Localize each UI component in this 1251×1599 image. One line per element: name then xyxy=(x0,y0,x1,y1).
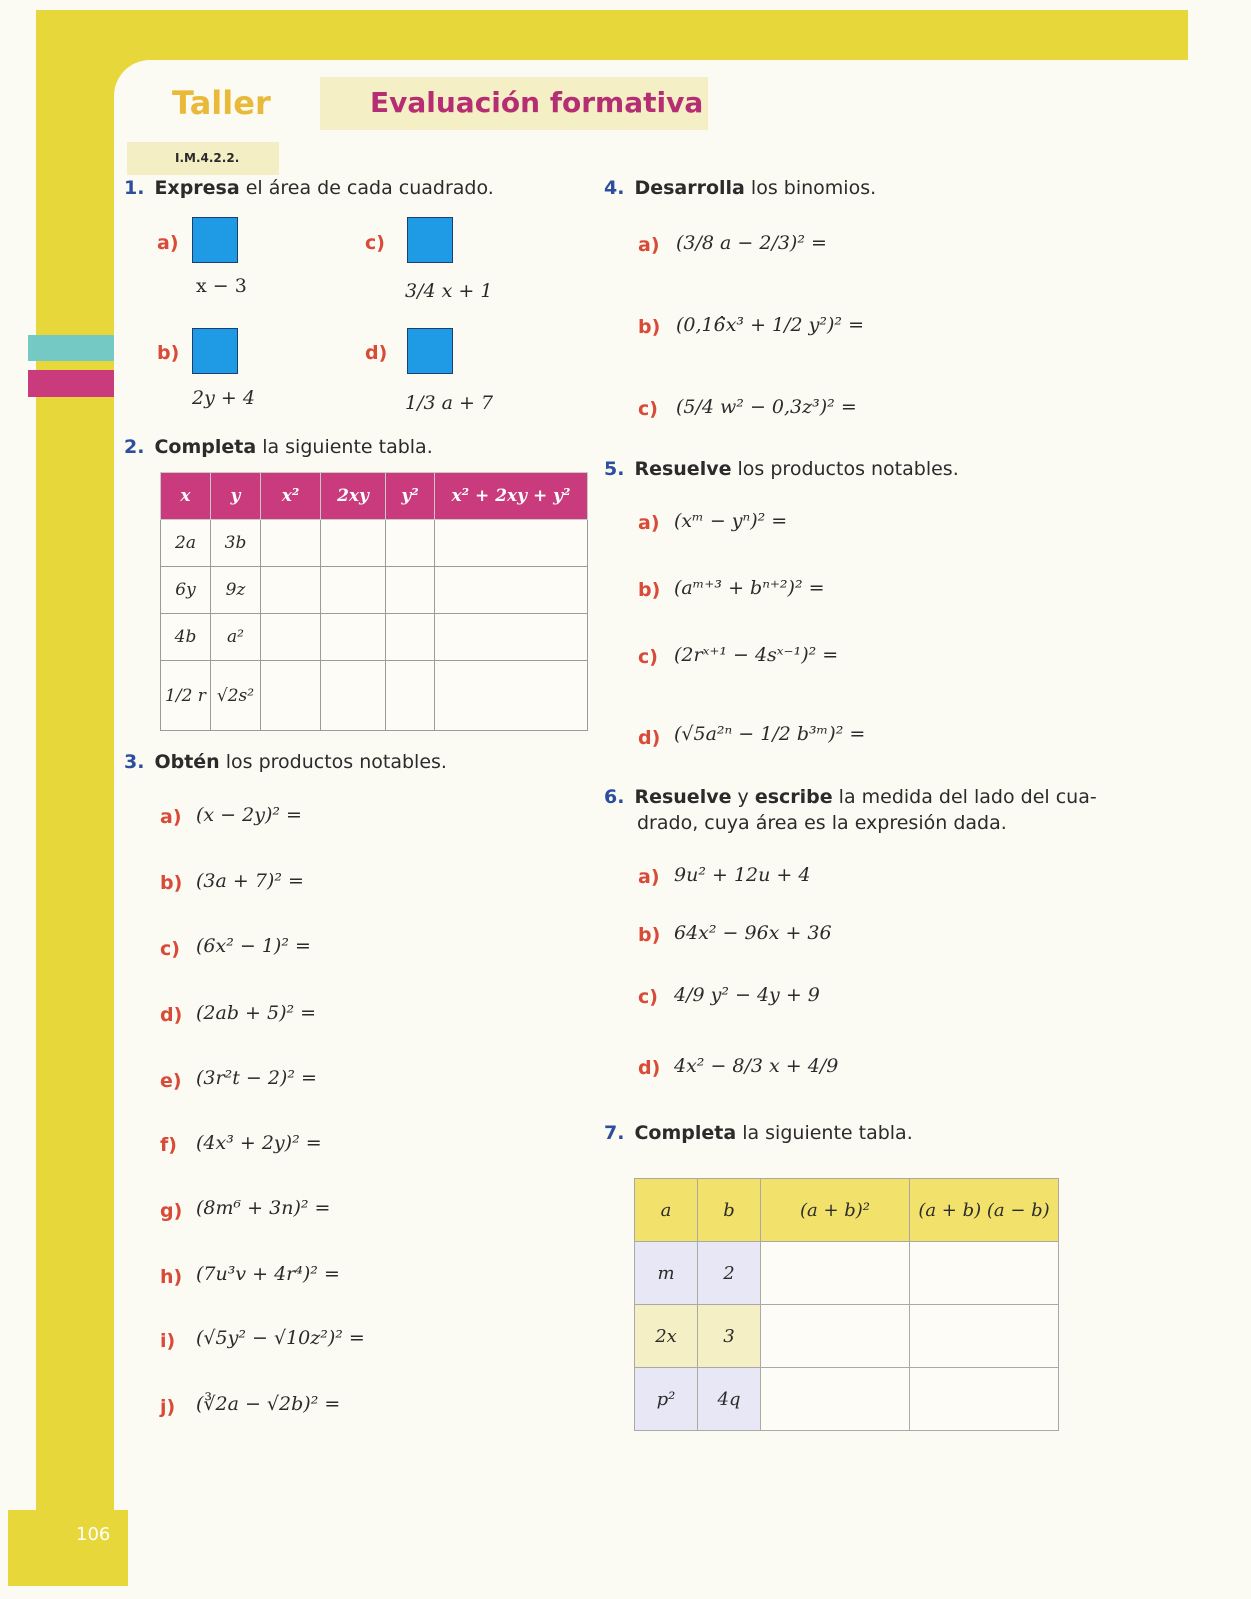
answer-cell[interactable] xyxy=(761,1305,910,1368)
square-side: 3/4 x + 1 xyxy=(405,280,493,302)
math-expression: (xᵐ − yⁿ)² = xyxy=(674,510,788,532)
table-row xyxy=(161,567,588,614)
math-expression: (√5a²ⁿ − 1/2 b³ᵐ)² = xyxy=(674,723,866,745)
answer-cell[interactable] xyxy=(261,614,321,661)
answer-cell[interactable] xyxy=(386,614,435,661)
item-label: c) xyxy=(638,646,658,668)
math-expression: (3a + 7)² = xyxy=(196,870,304,892)
question-number: 1. xyxy=(124,177,145,199)
table-cell: 6y xyxy=(161,567,211,614)
item-label: a) xyxy=(638,866,660,888)
question-verb: Completa xyxy=(634,1122,737,1144)
question-verb-2: escribe xyxy=(754,786,833,808)
table-cell: 3 xyxy=(698,1305,761,1368)
answer-cell[interactable] xyxy=(261,567,321,614)
question-number: 6. xyxy=(604,786,625,808)
table-header: b xyxy=(698,1179,761,1242)
table-header: a xyxy=(635,1179,698,1242)
item-label: c) xyxy=(365,232,385,254)
table-q7 xyxy=(634,1178,1059,1431)
answer-cell[interactable] xyxy=(321,520,386,567)
item-label: a) xyxy=(638,234,660,256)
item-label: b) xyxy=(160,872,183,894)
answer-cell[interactable] xyxy=(435,520,588,567)
item-label: a) xyxy=(157,232,179,254)
math-expression: (6x² − 1)² = xyxy=(196,935,311,957)
table-cell: 2x xyxy=(635,1305,698,1368)
question-3 xyxy=(124,751,447,773)
question-verb: Obtén xyxy=(154,751,220,773)
item-label: b) xyxy=(638,924,661,946)
answer-cell[interactable] xyxy=(910,1368,1059,1431)
answer-cell[interactable] xyxy=(321,661,386,731)
item-label: a) xyxy=(638,512,660,534)
table-row xyxy=(161,661,588,731)
question-2 xyxy=(124,436,433,458)
table-cell: m xyxy=(635,1242,698,1305)
item-label: b) xyxy=(157,342,180,364)
item-label: b) xyxy=(638,579,661,601)
table-cell: a² xyxy=(211,614,261,661)
item-label: c) xyxy=(638,986,658,1008)
table-cell: 1/2 r xyxy=(161,661,211,731)
question-6 xyxy=(604,786,1097,808)
answer-cell[interactable] xyxy=(435,661,588,731)
table-cell: 9z xyxy=(211,567,261,614)
table-row xyxy=(161,520,588,567)
answer-cell[interactable] xyxy=(386,520,435,567)
answer-cell[interactable] xyxy=(386,567,435,614)
square-side: x − 3 xyxy=(196,275,247,297)
answer-cell[interactable] xyxy=(261,520,321,567)
question-number: 5. xyxy=(604,458,625,480)
item-label: i) xyxy=(160,1330,176,1352)
question-number: 4. xyxy=(604,177,625,199)
question-1 xyxy=(124,177,494,199)
table-cell: 4b xyxy=(161,614,211,661)
table-header: x xyxy=(161,473,211,520)
section-title: Taller xyxy=(172,84,271,122)
square-side: 1/3 a + 7 xyxy=(405,392,494,414)
item-label: a) xyxy=(160,806,182,828)
question-text: los productos notables. xyxy=(731,458,959,480)
math-expression: (2rˣ⁺¹ − 4sˣ⁻¹)² = xyxy=(674,644,839,666)
item-label: h) xyxy=(160,1266,183,1288)
item-label: d) xyxy=(160,1004,183,1026)
question-text: la siguiente tabla. xyxy=(736,1122,913,1144)
question-4 xyxy=(604,177,876,199)
question-number: 2. xyxy=(124,436,145,458)
answer-cell[interactable] xyxy=(321,567,386,614)
question-text: los binomios. xyxy=(744,177,877,199)
math-expression: 4/9 y² − 4y + 9 xyxy=(674,984,820,1006)
blue-square xyxy=(192,217,238,263)
math-expression: 64x² − 96x + 36 xyxy=(674,922,832,944)
question-text: el área de cada cuadrado. xyxy=(239,177,494,199)
table-header: x² xyxy=(261,473,321,520)
blue-square xyxy=(407,217,453,263)
question-7 xyxy=(604,1122,913,1144)
question-5 xyxy=(604,458,959,480)
answer-cell[interactable] xyxy=(435,567,588,614)
blue-square xyxy=(192,328,238,374)
answer-cell[interactable] xyxy=(261,661,321,731)
side-tab-magenta xyxy=(28,370,114,397)
answer-cell[interactable] xyxy=(435,614,588,661)
table-cell: 2 xyxy=(698,1242,761,1305)
table-header: (a + b)² xyxy=(761,1179,910,1242)
math-expression: (8m⁶ + 3n)² = xyxy=(196,1197,331,1219)
skill-code: I.M.4.2.2. xyxy=(127,142,279,175)
question-text-connector: y xyxy=(731,786,755,808)
math-expression: (5/4 w² − 0,3z³)² = xyxy=(676,396,857,418)
table-cell: 3b xyxy=(211,520,261,567)
item-label: c) xyxy=(160,938,180,960)
table-header: y² xyxy=(386,473,435,520)
item-label: d) xyxy=(638,727,661,749)
math-expression: (x − 2y)² = xyxy=(196,804,302,826)
answer-cell[interactable] xyxy=(910,1305,1059,1368)
question-verb: Desarrolla xyxy=(634,177,745,199)
table-cell: √2s² xyxy=(211,661,261,731)
question-number: 3. xyxy=(124,751,145,773)
item-label: c) xyxy=(638,398,658,420)
math-expression: (∛2a − √2b)² = xyxy=(196,1393,341,1415)
math-expression: (√5y² − √10z²)² = xyxy=(196,1327,365,1349)
page-number-band xyxy=(8,1510,128,1586)
table-row xyxy=(161,614,588,661)
item-label: e) xyxy=(160,1070,182,1092)
page-number: 106 xyxy=(76,1524,111,1545)
left-color-band xyxy=(36,10,114,1515)
table-row xyxy=(635,1368,1059,1431)
math-expression: (2ab + 5)² = xyxy=(196,1002,317,1024)
table-row xyxy=(635,1305,1059,1368)
item-label: d) xyxy=(365,342,388,364)
answer-cell[interactable] xyxy=(761,1242,910,1305)
table-q2 xyxy=(160,472,588,731)
table-cell: p² xyxy=(635,1368,698,1431)
math-expression: (aᵐ⁺³ + bⁿ⁺²)² = xyxy=(674,577,825,599)
question-number: 7. xyxy=(604,1122,625,1144)
question-6-continuation: drado, cuya área es la expresión dada. xyxy=(637,812,1007,834)
math-expression: 4x² − 8/3 x + 4/9 xyxy=(674,1055,839,1077)
math-expression: (0,16̂x³ + 1/2 y²)² = xyxy=(676,314,865,336)
question-verb: Resuelve xyxy=(634,458,732,480)
blue-square xyxy=(407,328,453,374)
question-text: la siguiente tabla. xyxy=(256,436,433,458)
table-header: x² + 2xy + y² xyxy=(435,473,588,520)
table-header: 2xy xyxy=(321,473,386,520)
item-label: f) xyxy=(160,1134,177,1156)
question-text: los productos notables. xyxy=(219,751,447,773)
item-label: d) xyxy=(638,1057,661,1079)
section-subtitle: Evaluación formativa xyxy=(370,86,704,119)
math-expression: (3r²t − 2)² = xyxy=(196,1067,317,1089)
table-header: y xyxy=(211,473,261,520)
math-expression: 9u² + 12u + 4 xyxy=(674,864,811,886)
math-expression: (4x³ + 2y)² = xyxy=(196,1132,322,1154)
table-header: (a + b) (a − b) xyxy=(910,1179,1059,1242)
item-label: b) xyxy=(638,316,661,338)
answer-cell[interactable] xyxy=(386,661,435,731)
square-side: 2y + 4 xyxy=(192,387,255,409)
question-verb: Completa xyxy=(154,436,257,458)
math-expression: (3/8 a − 2/3)² = xyxy=(676,232,827,254)
table-row xyxy=(635,1242,1059,1305)
table-cell: 4q xyxy=(698,1368,761,1431)
math-expression: (7u³v + 4r⁴)² = xyxy=(196,1263,340,1285)
item-label: g) xyxy=(160,1200,183,1222)
question-verb: Expresa xyxy=(154,177,240,199)
side-tab-teal xyxy=(28,335,114,361)
table-cell: 2a xyxy=(161,520,211,567)
answer-cell[interactable] xyxy=(910,1242,1059,1305)
question-text: la medida del lado del cua- xyxy=(832,786,1097,808)
answer-cell[interactable] xyxy=(761,1368,910,1431)
question-verb: Resuelve xyxy=(634,786,732,808)
answer-cell[interactable] xyxy=(321,614,386,661)
item-label: j) xyxy=(160,1396,176,1418)
